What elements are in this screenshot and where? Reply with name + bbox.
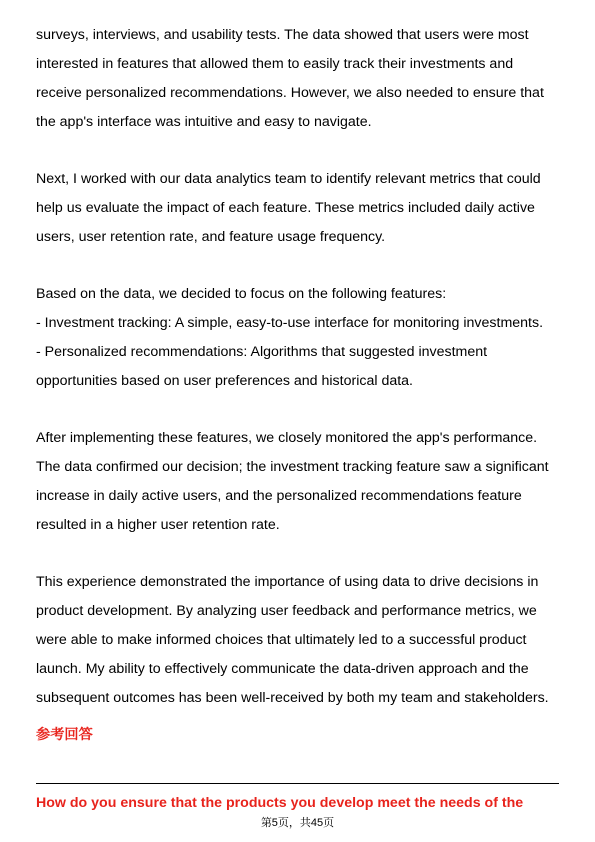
body-text-line: Next, I worked with our data analytics team to identify relevant metrics that could [36,171,541,187]
body-text-line: increase in daily active users, and the personalized recommendations feature [36,488,522,504]
body-text-line: receive personalized recommendations. However, we also needed to ensure that [36,85,544,101]
page-number-footer: 第5页，共45页 [260,817,335,829]
body-text-line: subsequent outcomes has been well-received by both my team and stakeholders. [36,690,549,706]
body-text-line: launch. My ability to effectively communicate the data-driven approach and the [36,661,529,677]
body-text-line: the app's interface was intuitive and easy to navigate. [36,114,372,130]
body-text-line: - Personalized recommendations: Algorithms that suggested investment [36,344,488,360]
body-text-line: - Investment tracking: A simple, easy-to-use interface for monitoring investments. [36,315,544,331]
body-text-line: Based on the data, we decided to focus on the following features: [36,286,447,302]
body-text-line: users, user retention rate, and feature usage frequency. [36,229,386,245]
body-text-line: This experience demonstrated the importance of using data to drive decisions in [36,574,539,590]
body-text-line: resulted in a higher user retention rate. [36,517,280,533]
body-text-line: were able to make informed choices that ultimately led to a successful product [36,632,527,648]
body-text-line: opportunities based on user preferences and historical data. [36,373,413,389]
body-text-line: surveys, interviews, and usability tests. The data showed that users were most [36,27,529,43]
body-text-line: product development. By analyzing user feedback and performance metrics, we [36,603,537,619]
body-text-line: After implementing these features, we closely monitored the app's performance. [36,430,538,446]
reference-answer-label: 参考回答 [36,727,93,743]
question-heading: How do you ensure that the products you develop meet the needs of the [36,795,524,811]
body-text-line: The data confirmed our decision; the investment tracking feature saw a significant [36,459,549,475]
body-text-line: interested in features that allowed them to easily track their investments and [36,56,514,72]
body-text-line: help us evaluate the impact of each feature. These metrics included daily active [36,200,535,216]
section-divider [36,783,559,784]
